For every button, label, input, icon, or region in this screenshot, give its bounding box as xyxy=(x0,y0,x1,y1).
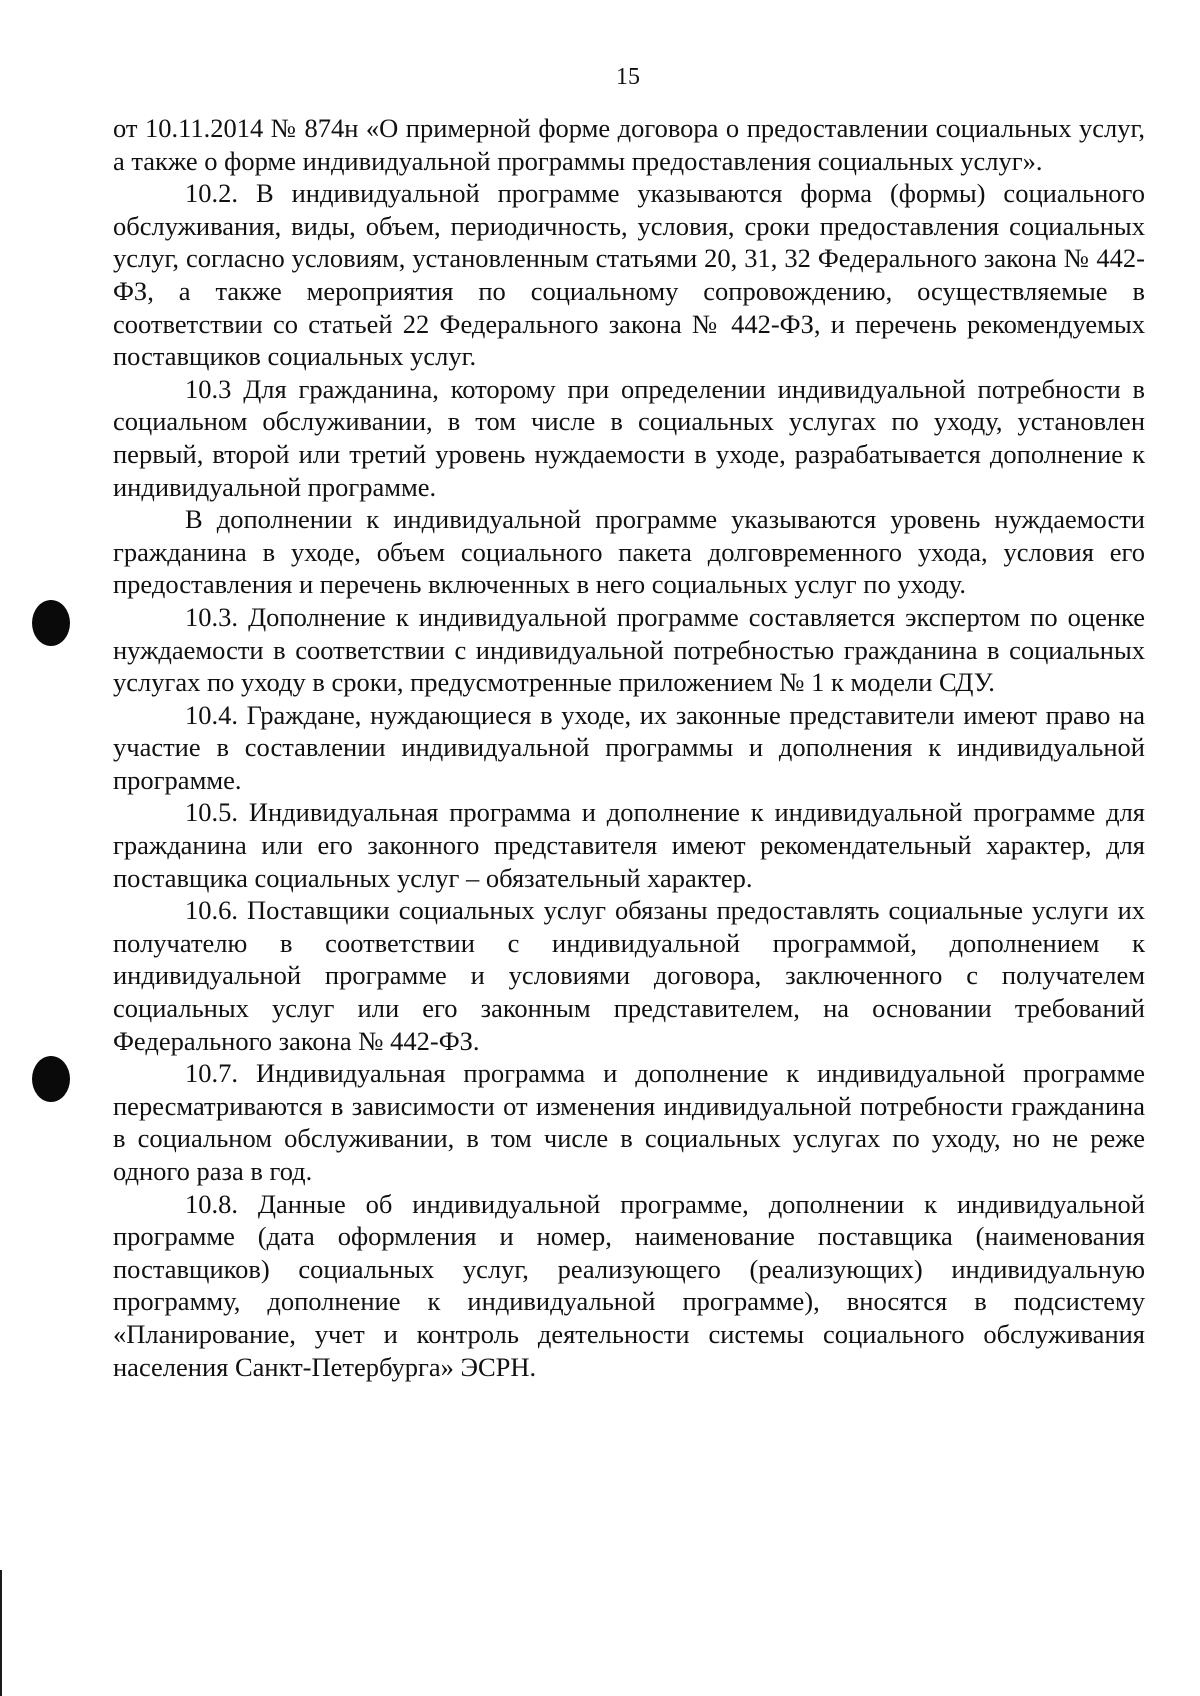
paragraph-10-3-second: 10.3. Дополнение к индивидуальной программе составляется экспертом по оценке нуждаемости в соответствии с индивидуальной потребностью гражданина в социальных услугах по уходу в сроки, предусмотренные приложением № 1 к модели СДУ. xyxy=(113,601,1145,698)
document-body xyxy=(113,112,1145,1383)
paragraph-10-4: 10.4. Граждане, нуждающиеся в уходе, их законные представители имеют право на участие в составлении индивидуальной программы и дополнения к индивидуальной программе. xyxy=(113,699,1145,795)
scan-edge-line xyxy=(0,1570,2,1696)
paragraph-supplement-contents: В дополнении к индивидуальной программе указываются уровень нуждаемости гражданина в уходе, объем социального пакета долговременного ухода, условия его предоставления и перечень включенных в него социальных услуг по уходу. xyxy=(113,504,1145,600)
paragraph-10-7: 10.7. Индивидуальная программа и дополнение к индивидуальной программе пересматриваются в зависимости от изменения индивидуальной потребности гражданина в социальном обслуживании, в том числе в социальных услугах по уходу, но не реже одного раза в год. xyxy=(113,1058,1145,1186)
paragraph-10-3-first: 10.3 Для гражданина, которому при определении индивидуальной потребности в социальном обслуживании, в том числе в социальных услугах по уходу, установлен первый, второй или третий уровень нуждаемости в уходе, разрабатывается дополнение к индивидуальной программе. xyxy=(113,373,1145,502)
paragraph-10-6: 10.6. Поставщики социальных услуг обязаны предоставлять социальные услуги их получателю в соответствии с индивидуальной программой, дополнением к индивидуальной программе и условиями договора, заключенного с получателем социальных услуг или его законным представителем, на основании требований Федерального закона № 442-ФЗ. xyxy=(113,895,1145,1056)
punch-hole-mark xyxy=(32,600,70,646)
paragraph-10-8: 10.8. Данные об индивидуальной программе, дополнении к индивидуальной программе (дата оформления и номер, наименование поставщика (наименования поставщиков) социальных услуг, реализующего (реализующих) индивидуальную программу, дополнение к индивидуальной программе), вносятся в подсистему «Планирование, учет и контроль деятельности системы социального обслуживания населения Санкт-Петербурга» ЭСРН. xyxy=(113,1188,1145,1382)
punch-hole-mark xyxy=(32,1056,70,1102)
paragraph-10-5: 10.5. Индивидуальная программа и дополнение к индивидуальной программе для гражданина или его законного представителя имеют рекомендательный характер, для поставщика социальных услуг – обязательный характер. xyxy=(113,797,1145,893)
paragraph-10-2: 10.2. В индивидуальной программе указываются форма (формы) социального обслуживания, виды, объем, периодичность, условия, сроки предоставления социальных услуг, согласно условиям, установленным статьями 20, 31, 32 Федерального закона № 442-ФЗ, а также мероприятия по социальному сопровождению, осуществляемые в соответствии со статьей 22 Федерального закона № 442-ФЗ, и перечень рекомендуемых поставщиков социальных услуг. xyxy=(113,178,1145,372)
page-number: 15 xyxy=(616,64,640,90)
paragraph-continuation: от 10.11.2014 № 874н «О примерной форме договора о предоставлении социальных услуг, а также о форме индивидуальной программы предоставления социальных услуг». xyxy=(113,113,1145,176)
